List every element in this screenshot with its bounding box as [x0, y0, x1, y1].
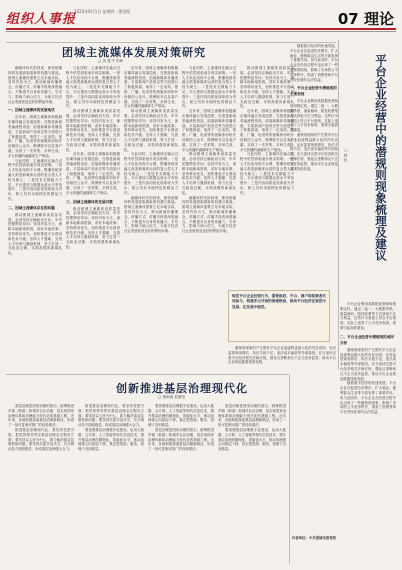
article-intro: 融媒体时代的到来，使传统媒体的发展面临着新的机遇与挑战。团城主流媒体需要立足本地实际，坚持内容为王，推动新闻传播理念、传播方式、传播手段的深度融合，不断提升自身的传播力、引导力、影响力和公信力，为地方经济社会发展营造良好的舆论环境。 — [8, 66, 62, 104]
paragraph: 近年来，团城主流媒体积极顺应媒体融合发展趋势，在推进新闻采编流程再造、拓展新媒体传播渠道、丰富新闻产品形态等方面进行了积极探索，取得了一定成效。报纸、广播、电视等传统媒体纷纷开设微信公众号、微博账号以及客户端，实现了一次采集、多种生成、多元传播的融媒体生产格局。 — [182, 109, 236, 152]
paragraph: 要加强基层治理数字化建设，运用大数据、云计算、人工智能等现代信息技术，提升基层治理的精细化、智能化水平，推动治理重心向基层下移，真正把资源、服务、管理下沉到基层。 — [148, 404, 214, 428]
paragraph: 随着数字经济的快速发展，平台企业在促进经济增长、扩大就业、便利群众生活等方面发挥了重要作用。但与此同时，平台企业在经营过程中也出现了一些潜规则现象，影响了市场的公平竞争秩序，损害了消费者和平台内经营者的合法权益。 — [290, 44, 338, 82]
paragraph: 潜规则现象的产生既有平台企业追逐利益最大化的内在动因，也有监管规则滞后、执法手段不足、违法成本偏低等外部原因。应当加快完善平台经济相关法律法规，强化反垄断和反不正当竞争监管，推动平台企业规范健康持续发展。 — [228, 346, 336, 365]
bottom-column-1 — [8, 404, 74, 560]
bottom-article-title: 创新推进基层治理现代化 — [116, 382, 248, 395]
article-column-2 — [66, 66, 120, 372]
pull-quote-box — [228, 290, 330, 342]
paragraph: 随着数字经济的快速发展，平台企业在促进经济增长、扩大就业、便利群众生活等方面发挥了重要作用。但与此同时，平台企业在经营过程中也出现了一些潜规则现象，影响了市场的公平竞争秩序，损害了消费者和平台内经营者的合法权益。 — [340, 381, 396, 415]
paragraph: 平台企业利用其数据优势和规则制定权，通过二选一、大数据杀熟、流量倾斜、隐性收费等方式获取不正当利益，这些行为表面上符合平台规则，实际上违背了公平竞争原则，需要引起高度重视。 — [340, 302, 396, 330]
paragraph: 要加强基层治理数字化建设，运用大数据、云计算、人工智能等现代信息技术，提升基层治理的精细化、智能化水平，推动治理重心向基层下移，真正把资源、服务、管理下沉到基层。 — [218, 427, 286, 452]
pull-quote: 规范平台企业经营行为，需要政府、平台、商户和消费者共同参与，构建多元共治的治理格局，推动平台经济在规范中发展、在发展中规范。 — [232, 294, 326, 309]
section-name: 理论 — [363, 10, 394, 28]
author-affiliation: 作者单位：中共团城市委党校 — [292, 536, 337, 540]
article-column-1 — [8, 66, 62, 372]
paragraph: 推动团城主流媒体高质量发展，必须坚持正确政治方向，牢牢把握舆论导向；坚持内容为王，深耕本地新闻资源，讲好本地故事；坚持移动优先，加快推进平台建设和技术升级；坚持人才强媒，完善人才培养与激励机制，努力打造一支政治过硬、本领高强的新闻队伍。 — [124, 109, 178, 152]
paragraph: 与此同时，主流媒体在融合过程中依然面临诸多现实困难。一是人才队伍结构不合理，既懂传统采编又熟悉新媒体运营的复合型人才较为缺乏；二是技术支撑能力不足，平台建设与数据运营水平有待提升；三是内容同质化现象较为突出，缺乏具有本地特色的精品力作。 — [240, 152, 294, 195]
side-article-column-1 — [290, 44, 338, 290]
section-number: 07 — [337, 10, 359, 28]
paragraph: 潜规则现象的产生既有平台企业追逐利益最大化的内在动因，也有监管规则滞后、执法手段不足、违法成本偏低等外部原因。应当加快完善平台经济相关法律法规，强化反垄断和反不正当竞争监管，推动平台企业规范健康持续发展。 — [290, 132, 338, 171]
paragraph: 与此同时，主流媒体在融合过程中依然面临诸多现实困难。一是人才队伍结构不合理，既懂传统采编又熟悉新媒体运营的复合型人才较为缺乏；二是技术支撑能力不足，平台建设与数据运营水平有待提升；三是内容同质化现象较为突出，缺乏具有本地特色的精品力作。 — [182, 66, 236, 109]
paragraph: 与此同时，主流媒体在融合过程中依然面临诸多现实困难。一是人才队伍结构不合理，既懂传统采编又熟悉新媒体运营的复合型人才较为缺乏；二是技术支撑能力不足，平台建设与数据运营水平有待提升；三是内容同质化现象较为突出，缺乏具有本地特色的精品力作。 — [8, 158, 62, 201]
issue-info: 2023年6月1日 星期四 · 理论版 — [74, 9, 131, 14]
subheading: 三、团城主流媒体的发展对策 — [66, 199, 113, 204]
paragraph: 基层治理是国家治理的基石，统筹推进乡镇（街道）和城乡社区治理，是实现国家治理体系和治理能力现代化的基础工程。近年来，各地积极探索基层治理新路径，形成了一批可复制可推广的经验做法。 — [218, 404, 286, 428]
subheading: 一、团城主流媒体的发展现状 — [8, 108, 55, 113]
title-rule — [6, 42, 336, 43]
article-title: 团城主流媒体发展对策研究 — [62, 46, 206, 59]
section-label — [338, 8, 394, 29]
side-article-byline: □ 杨 仪 — [344, 148, 348, 162]
author-note — [292, 536, 396, 558]
paragraph: 推进基层治理现代化，要坚持党建引领，把党的领导贯穿基层治理全过程各方面；要坚持以人民为中心，着力解决群众急难愁盼问题；要坚持共建共治共享，充分调动各方面积极性，形成基层治理强大合力。 — [8, 427, 74, 452]
side-article-column-2 — [340, 302, 396, 534]
paragraph: 近年来，团城主流媒体积极顺应媒体融合发展趋势，在推进新闻采编流程再造、拓展新媒体传播渠道、丰富新闻产品形态等方面进行了积极探索，取得了一定成效。报纸、广播、电视等传统媒体纷纷开设微信公众号、微博账号以及客户端，实现了一次采集、多种生成、多元传播的融媒体生产格局。 — [240, 109, 294, 152]
bottom-rule — [6, 374, 288, 375]
newspaper-logo: 组织人事报 — [6, 12, 77, 27]
subheading: 一、平台企业经营中潜规则的主要表现 — [290, 86, 337, 97]
column-divider — [289, 374, 290, 564]
paragraph: 潜规则现象的产生既有平台企业追逐利益最大化的内在动因，也有监管规则滞后、执法手段不足、违法成本偏低等外部原因。应当加快完善平台经济相关法律法规，强化反垄断和反不正当竞争监管，推动平台企业规范健康持续发展。 — [340, 347, 396, 381]
paragraph: 推动团城主流媒体高质量发展，必须坚持正确政治方向，牢牢把握舆论导向；坚持内容为王，深耕本地新闻资源，讲好本地故事；坚持移动优先，加快推进平台建设和技术升级；坚持人才强媒，完善人才培养与激励机制，努力打造一支政治过硬、本领高强的新闻队伍。 — [8, 212, 62, 256]
side-article-title: 平台企业经营中的潜规则现象梳理及建议 — [374, 54, 388, 261]
paragraph: 与此同时，主流媒体在融合过程中依然面临诸多现实困难。一是人才队伍结构不合理，既懂传统采编又熟悉新媒体运营的复合型人才较为缺乏；二是技术支撑能力不足，平台建设与数据运营水平有待提升；三是内容同质化现象较为突出，缺乏具有本地特色的精品力作。 — [124, 152, 178, 195]
bottom-column-2 — [78, 404, 144, 560]
paragraph: 近年来，团城主流媒体积极顺应媒体融合发展趋势，在推进新闻采编流程再造、拓展新媒体传播渠道、丰富新闻产品形态等方面进行了积极探索，取得了一定成效。报纸、广播、电视等传统媒体纷纷开设微信公众号、微博账号以及客户端，实现了一次采集、多种生成、多元传播的融媒体生产格局。 — [8, 115, 62, 158]
paragraph: 推动团城主流媒体高质量发展，必须坚持正确政治方向，牢牢把握舆论导向；坚持内容为王，深耕本地新闻资源，讲好本地故事；坚持移动优先，加快推进平台建设和技术升级；坚持人才强媒，完善人才培养与激励机制，努力打造一支政治过硬、本领高强的新闻队伍。 — [66, 206, 120, 249]
column-divider — [338, 40, 339, 370]
article-column-5 — [240, 66, 294, 286]
subheading: 二、平台企业经营中潜规则的成因分析 — [340, 334, 394, 345]
article-column-3 — [124, 66, 178, 372]
paragraph: 推进基层治理现代化，要坚持党建引领，把党的领导贯穿基层治理全过程各方面；要坚持以人民为中心，着力解决群众急难愁盼问题；要坚持共建共治共享，充分调动各方面积极性，形成基层治理强大合力。 — [78, 404, 144, 428]
paragraph: 近年来，团城主流媒体积极顺应媒体融合发展趋势，在推进新闻采编流程再造、拓展新媒体传播渠道、丰富新闻产品形态等方面进行了积极探索，取得了一定成效。报纸、广播、电视等传统媒体纷纷开设微信公众号、微博账号以及客户端，实现了一次采集、多种生成、多元传播的融媒体生产格局。 — [66, 152, 120, 195]
paragraph: 推动团城主流媒体高质量发展，必须坚持正确政治方向，牢牢把握舆论导向；坚持内容为王，深耕本地新闻资源，讲好本地故事；坚持移动优先，加快推进平台建设和技术升级；坚持人才强媒，完善人才培养与激励机制，努力打造一支政治过硬、本领高强的新闻队伍。 — [66, 109, 120, 152]
paragraph: 与此同时，主流媒体在融合过程中依然面临诸多现实困难。一是人才队伍结构不合理，既懂传统采编又熟悉新媒体运营的复合型人才较为缺乏；二是技术支撑能力不足，平台建设与数据运营水平有待提升；三是内容同质化现象较为突出，缺乏具有本地特色的精品力作。 — [66, 66, 120, 109]
article-byline: □ 刘 强 牛冬梅 — [98, 59, 123, 63]
paragraph: 基层治理是国家治理的基石，统筹推进乡镇（街道）和城乡社区治理，是实现国家治理体系和治理能力现代化的基础工程。近年来，各地积极探索基层治理新路径，形成了一批可复制可推广的经验做法。 — [148, 427, 214, 452]
paragraph: 融媒体时代的到来，使传统媒体的发展面临着新的机遇与挑战。团城主流媒体需要立足本地实际，坚持内容为王，推动新闻传播理念、传播方式、传播手段的深度融合，不断提升自身的传播力、引导力、影响力和公信力，为地方经济社会发展营造良好的舆论环境。 — [182, 195, 236, 234]
paragraph: 平台企业利用其数据优势和规则制定权，通过二选一、大数据杀熟、流量倾斜、隐性收费等方式获取不正当利益，这些行为表面上符合平台规则，实际上违背了公平竞争原则，需要引起高度重视。 — [290, 99, 338, 133]
bottom-column-3 — [148, 404, 214, 560]
paragraph: 推动团城主流媒体高质量发展，必须坚持正确政治方向，牢牢把握舆论导向；坚持内容为王，深耕本地新闻资源，讲好本地故事；坚持移动优先，加快推进平台建设和技术升级；坚持人才强媒，完善人才培养与激励机制，努力打造一支政治过硬、本领高强的新闻队伍。 — [240, 66, 294, 109]
bottom-article-byline: □ 杨雨雨 赵晓莹 — [158, 395, 186, 399]
paragraph: 近年来，团城主流媒体积极顺应媒体融合发展趋势，在推进新闻采编流程再造、拓展新媒体传播渠道、丰富新闻产品形态等方面进行了积极探索，取得了一定成效。报纸、广播、电视等传统媒体纷纷开设微信公众号、微博账号以及客户端，实现了一次采集、多种生成、多元传播的融媒体生产格局。 — [124, 66, 178, 109]
paragraph: 推动团城主流媒体高质量发展，必须坚持正确政治方向，牢牢把握舆论导向；坚持内容为王，深耕本地新闻资源，讲好本地故事；坚持移动优先，加快推进平台建设和技术升级；坚持人才强媒，完善人才培养与激励机制，努力打造一支政治过硬、本领高强的新闻队伍。 — [182, 152, 236, 195]
bottom-column-4 — [218, 404, 286, 560]
side-article-column-3 — [228, 346, 336, 372]
paragraph: 基层治理是国家治理的基石，统筹推进乡镇（街道）和城乡社区治理，是实现国家治理体系和治理能力现代化的基础工程。近年来，各地积极探索基层治理新路径，形成了一批可复制可推广的经验做法。 — [8, 404, 74, 428]
header-rule-thin — [6, 31, 396, 32]
header-rule — [6, 28, 396, 30]
masthead — [6, 6, 396, 28]
subheading: 二、团城主流媒体存在的问题 — [8, 205, 55, 210]
paragraph: 要加强基层治理数字化建设，运用大数据、云计算、人工智能等现代信息技术，提升基层治理的精细化、智能化水平，推动治理重心向基层下移，真正把资源、服务、管理下沉到基层。 — [78, 427, 144, 452]
paragraph: 融媒体时代的到来，使传统媒体的发展面临着新的机遇与挑战。团城主流媒体需要立足本地实际，坚持内容为王，推动新闻传播理念、传播方式、传播手段的深度融合，不断提升自身的传播力、引导力、影响力和公信力，为地方经济社会发展营造良好的舆论环境。 — [124, 195, 178, 234]
